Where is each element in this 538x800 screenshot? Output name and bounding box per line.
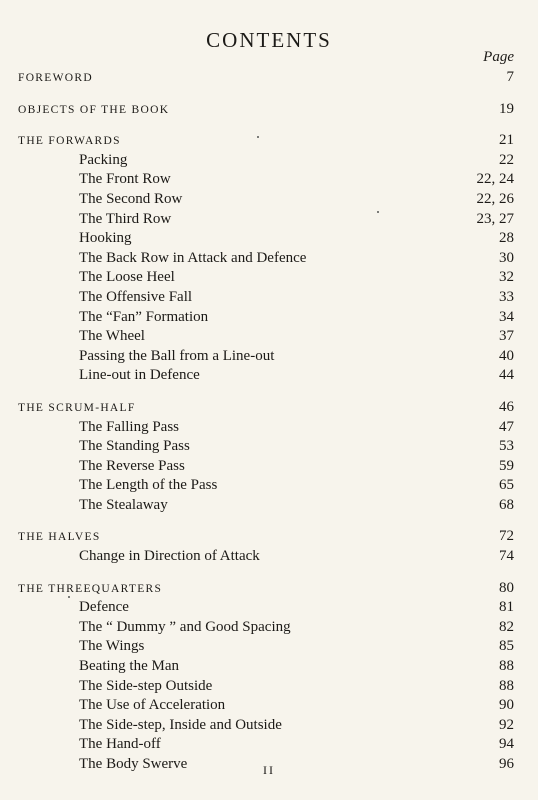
toc-section-row — [18, 527, 514, 547]
paper-speck — [377, 211, 379, 213]
toc-page-number: 22, 26 — [476, 190, 514, 207]
toc-entry-row — [18, 249, 514, 269]
paper-speck — [68, 596, 70, 598]
toc-entry-row — [18, 418, 514, 438]
section-spacer — [18, 515, 514, 527]
toc-section-row — [18, 100, 514, 120]
toc-page-number: 40 — [499, 347, 514, 364]
toc-page-number: 30 — [499, 249, 514, 266]
toc-entry-title: The “Fan” Formation — [79, 308, 209, 325]
toc-entry-row — [18, 696, 514, 716]
toc-entry-row — [18, 437, 514, 457]
toc-section-title: OBJECTS OF THE BOOK — [18, 103, 170, 116]
toc-entry-row — [18, 151, 514, 171]
toc-page-number: 88 — [499, 658, 514, 675]
toc-entry-row — [18, 327, 514, 347]
toc-entry-title: The Offensive Fall — [79, 288, 193, 305]
toc-entry-title: The Body Swerve — [79, 756, 188, 772]
toc-section-title: THE THREEQUARTERS — [18, 582, 163, 595]
toc-entry-title: The Wheel — [79, 328, 145, 345]
toc-entry-title: The Stealaway — [79, 496, 168, 513]
toc-page-number: 92 — [499, 716, 514, 733]
section-spacer — [18, 567, 514, 579]
toc-page-number: 44 — [499, 367, 514, 384]
toc-entry-title: The Side-step, Inside and Outside — [79, 716, 282, 733]
toc-entry-title: The Back Row in Attack and Defence — [79, 249, 307, 266]
toc-entry-row — [18, 366, 514, 386]
toc-entry-row — [18, 618, 514, 638]
toc-entry-title: Passing the Ball from a Line-out — [79, 347, 275, 364]
toc-page-number: 32 — [499, 269, 514, 286]
toc-entry-row — [18, 288, 514, 308]
toc-page-number: 82 — [499, 618, 514, 635]
toc-page-number: 65 — [499, 477, 514, 494]
toc-entry-row — [18, 598, 514, 618]
toc-entry-row — [18, 308, 514, 328]
table-of-contents — [18, 68, 514, 775]
toc-page-number: 85 — [499, 638, 514, 655]
toc-entry-row — [18, 347, 514, 367]
toc-page-number: 96 — [499, 756, 514, 772]
toc-entry-title: Beating the Man — [79, 658, 179, 675]
toc-entry-title: The Hand-off — [79, 736, 161, 753]
toc-page-number: 46 — [499, 398, 514, 415]
toc-section-title: FOREWORD — [18, 72, 93, 84]
toc-page-number: 19 — [499, 100, 514, 117]
toc-entry-row — [18, 735, 514, 755]
toc-entry-title: Hooking — [79, 230, 132, 247]
section-spacer — [18, 386, 514, 398]
toc-page-number: 7 — [506, 69, 514, 85]
toc-entry-title: Change in Direction of Attack — [79, 548, 260, 565]
toc-entry-title: The Third Row — [79, 210, 172, 227]
toc-entry-row — [18, 637, 514, 657]
toc-entry-row — [18, 268, 514, 288]
page-column-label: Page — [483, 49, 514, 65]
toc-entry-title: Defence — [79, 599, 129, 616]
toc-page-number: 28 — [499, 230, 514, 247]
toc-page-number: 22 — [499, 151, 514, 168]
toc-entry-row — [18, 210, 514, 230]
toc-page-number: 81 — [499, 599, 514, 616]
toc-entry-title: The Wings — [79, 638, 145, 655]
toc-entry-row — [18, 547, 514, 567]
toc-entry-title: The Loose Heel — [79, 269, 175, 286]
toc-entry-title: The Standing Pass — [79, 438, 190, 455]
toc-page-number: 74 — [499, 548, 514, 565]
section-spacer — [18, 88, 514, 100]
toc-entry-row — [18, 190, 514, 210]
toc-page-number: 90 — [499, 697, 514, 714]
toc-page-number: 37 — [499, 328, 514, 345]
toc-page-number: 68 — [499, 496, 514, 513]
toc-entry-title: Packing — [79, 151, 128, 168]
toc-page-number: 21 — [499, 132, 514, 149]
toc-entry-title: The Side-step Outside — [79, 677, 213, 694]
toc-page-number: 47 — [499, 418, 514, 435]
toc-entry-row — [18, 457, 514, 477]
toc-section-title: THE HALVES — [18, 531, 101, 544]
paper-speck — [257, 136, 259, 138]
toc-entry-row — [18, 716, 514, 736]
footer-page-number: II — [263, 763, 275, 777]
toc-entry-title: The Second Row — [79, 190, 183, 207]
toc-page-number: 34 — [499, 308, 514, 325]
toc-entry-row — [18, 476, 514, 496]
toc-section-row — [18, 68, 514, 88]
toc-entry-title: The Front Row — [79, 171, 171, 188]
toc-page-number: 59 — [499, 457, 514, 474]
toc-entry-row — [18, 229, 514, 249]
toc-entry-title: The Length of the Pass — [79, 477, 218, 494]
toc-page-number: 23, 27 — [476, 210, 514, 227]
toc-section-row — [18, 398, 514, 418]
toc-section-row — [18, 131, 514, 151]
toc-page-number: 94 — [499, 736, 514, 753]
toc-section-title: THE FORWARDS — [18, 135, 121, 148]
toc-entry-title: The Use of Acceleration — [79, 697, 226, 714]
toc-entry-row — [18, 496, 514, 516]
toc-entry-title: The “ Dummy ” and Good Spacing — [79, 618, 291, 635]
toc-page-number: 72 — [499, 528, 514, 545]
toc-entry-title: The Reverse Pass — [79, 457, 185, 474]
toc-section-row — [18, 579, 514, 599]
page-title: CONTENTS — [206, 28, 332, 52]
toc-page-number: 80 — [499, 579, 514, 596]
toc-section-title: THE SCRUM-HALF — [18, 401, 136, 414]
toc-entry-row — [18, 657, 514, 677]
toc-page-number: 53 — [499, 438, 514, 455]
toc-entry-title: Line-out in Defence — [79, 367, 200, 384]
section-spacer — [18, 119, 514, 131]
toc-page-number: 22, 24 — [476, 171, 514, 188]
toc-entry-row — [18, 170, 514, 190]
toc-page-number: 33 — [499, 288, 514, 305]
toc-entry-title: The Falling Pass — [79, 418, 179, 435]
toc-entry-row — [18, 677, 514, 697]
toc-page-number: 88 — [499, 677, 514, 694]
